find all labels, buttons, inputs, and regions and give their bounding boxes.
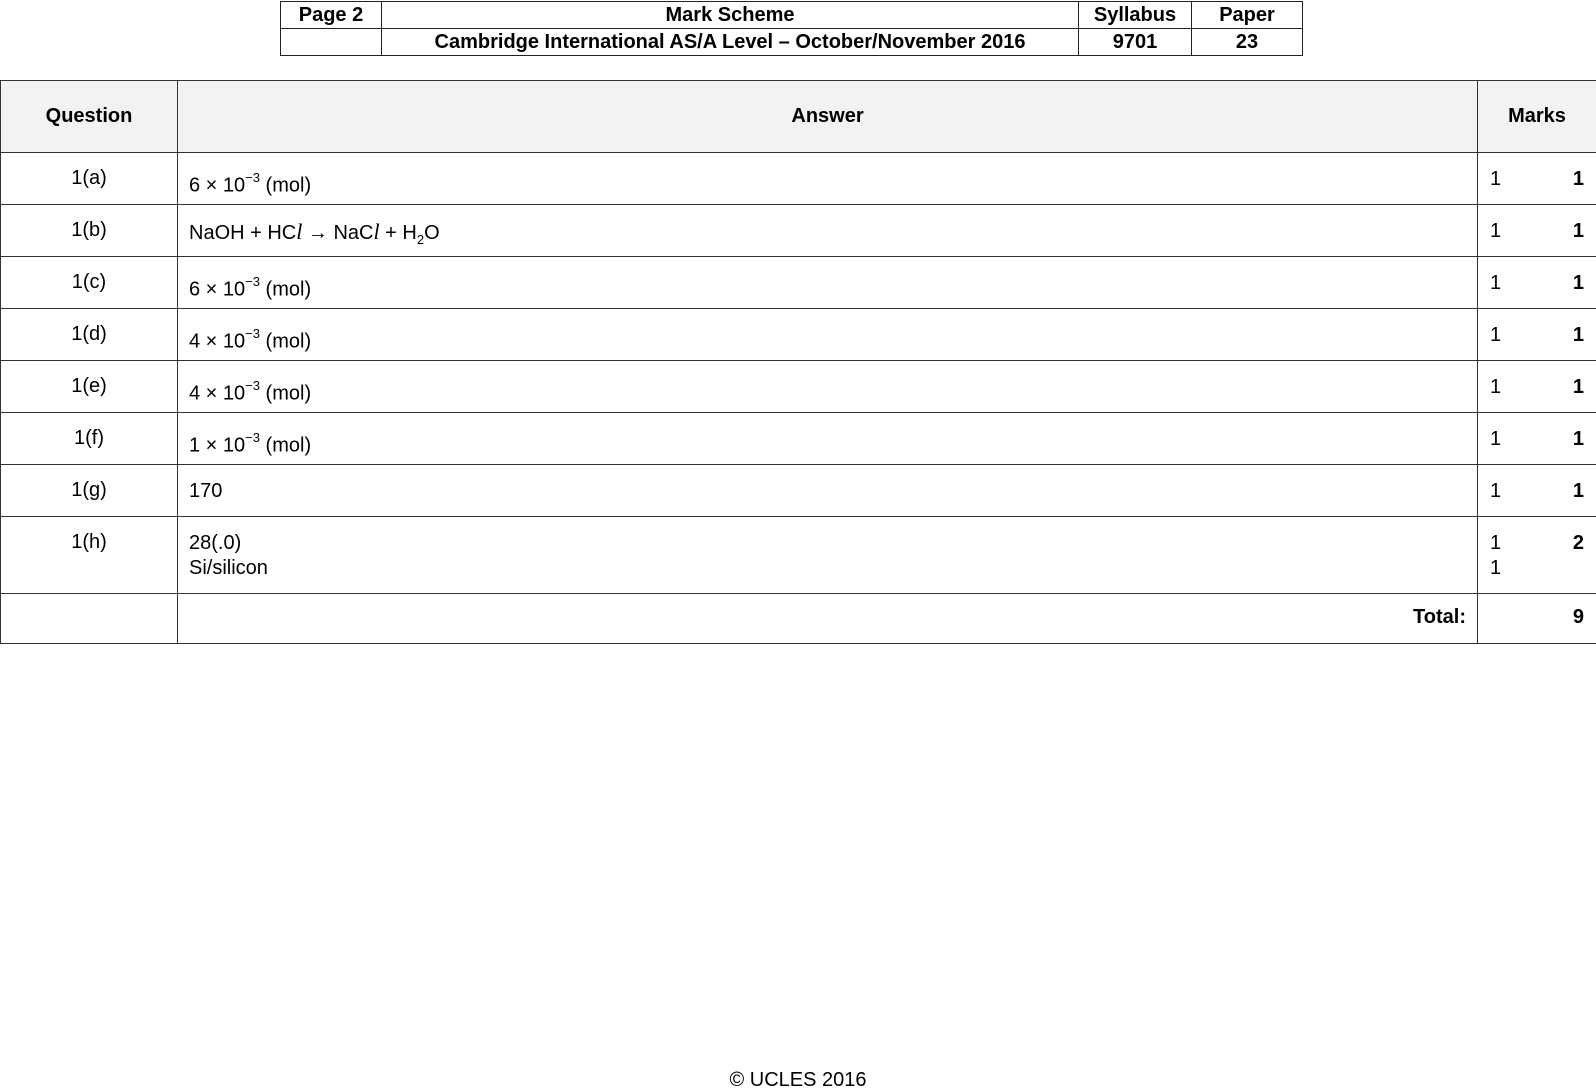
answer-cell [178,361,1478,413]
sub-mark: 1 [1490,532,1502,554]
syllabus-code: 9701 [1079,29,1192,56]
answer-line: 28(.0) [189,532,242,554]
header-empty-cell [281,29,382,56]
paper-label: Paper [1192,2,1303,29]
equation-part: + H [379,222,417,244]
marks-cell [1478,153,1596,205]
answer-exponent: −3 [245,170,260,185]
table-row [1,205,1596,257]
marks-cell [1478,205,1596,257]
answer-unit: (mol) [260,174,312,197]
sub-mark: 1 [1490,168,1502,190]
total-mark: 1 [1572,324,1584,346]
question-number: 1(g) [1,465,178,517]
question-number: 1(h) [1,517,178,594]
doc-type: Mark Scheme [382,2,1079,29]
column-header-answer: Answer [178,81,1478,153]
total-mark: 1 [1572,376,1584,398]
marks-cell [1478,257,1596,309]
question-number: 1(d) [1,309,178,361]
answer-exponent: −3 [245,378,260,393]
column-header-question: Question [1,81,178,153]
table-row [1,309,1596,361]
page-number: Page 2 [281,2,382,29]
answer-cell: 170 [178,465,1478,517]
page-header-table [280,1,1303,56]
answer-cell [178,153,1478,205]
table-row [1,413,1596,465]
equation-part: NaOH + HC [189,222,297,244]
marks-cell [1478,361,1596,413]
answer-cell [178,413,1478,465]
total-mark: 1 [1572,480,1584,502]
question-number: 1(b) [1,205,178,257]
sub-mark: 1 [1490,428,1502,450]
answer-cell [178,517,1478,594]
equation-subscript: 2 [416,232,425,247]
table-row [1,517,1596,594]
question-number: 1(f) [1,413,178,465]
answer-unit: (mol) [260,278,312,301]
table-row [1,361,1596,413]
answer-cell [178,257,1478,309]
table-header-row [1,81,1596,153]
answer-cell [178,309,1478,361]
answer-unit: (mol) [260,434,312,457]
syllabus-label: Syllabus [1079,2,1192,29]
question-number: 1(c) [1,257,178,309]
answer-text: 6 × 10 [189,278,246,301]
question-number: 1(e) [1,361,178,413]
total-empty-cell [1,594,178,644]
table-row [1,153,1596,205]
mark-scheme-table [0,80,1596,644]
equation-part: O [424,222,440,244]
sub-mark: 1 [1490,324,1502,346]
column-header-marks: Marks [1478,81,1596,153]
total-mark: 1 [1572,220,1584,242]
copyright-footer: © UCLES 2016 [729,1069,867,1089]
header-row-top [281,2,1303,29]
total-row [1,594,1596,644]
marks-cell [1478,465,1596,517]
sub-mark: 1 [1490,480,1502,502]
total-mark: 1 [1572,168,1584,190]
exam-title: Cambridge International AS/A Level – October/November 2016 [382,29,1079,56]
marks-cell [1478,517,1596,594]
table-row [1,257,1596,309]
question-number: 1(a) [1,153,178,205]
answer-text: 4 × 10 [189,382,246,405]
answer-unit: (mol) [260,330,312,353]
paper-code: 23 [1192,29,1303,56]
answer-line: Si/silicon [189,557,268,579]
equation-part: → NaC [302,222,374,244]
total-mark: 1 [1572,272,1584,294]
sub-mark: 1 [1490,220,1502,242]
answer-exponent: −3 [245,326,260,341]
answer-text: 6 × 10 [189,174,246,197]
total-mark: 1 [1572,428,1584,450]
equation-italic-l: l [296,219,303,244]
header-row-bottom [281,29,1303,56]
sub-mark: 1 [1490,557,1502,579]
sub-mark: 1 [1490,376,1502,398]
answer-unit: (mol) [260,382,312,405]
answer-text: 4 × 10 [189,330,246,353]
equation-italic-l: l [373,219,380,244]
total-label: Total: [178,594,1478,644]
answer-text: 1 × 10 [189,434,246,457]
total-value: 9 [1478,594,1596,644]
answer-cell [178,205,1478,257]
answer-exponent: −3 [245,274,260,289]
total-mark: 2 [1572,532,1584,554]
marks-cell [1478,413,1596,465]
answer-exponent: −3 [245,430,260,445]
marks-cell [1478,309,1596,361]
table-row [1,465,1596,517]
sub-mark: 1 [1490,272,1502,294]
